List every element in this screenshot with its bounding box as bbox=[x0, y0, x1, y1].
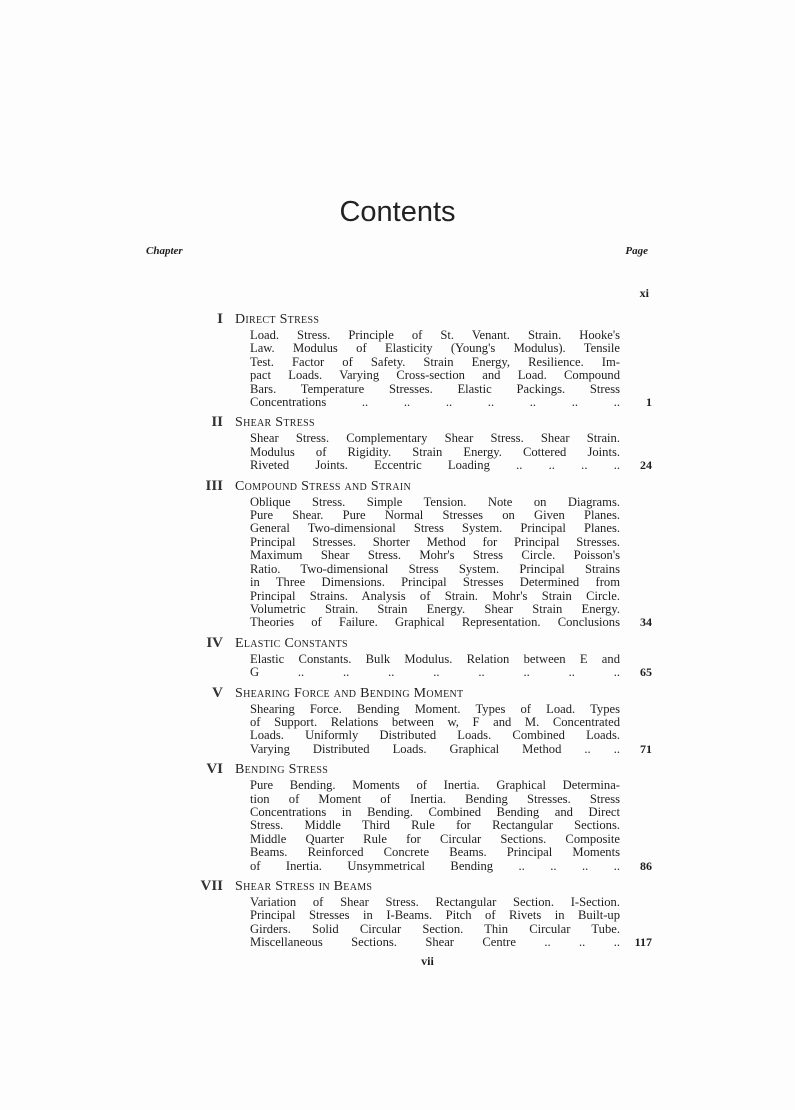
chapter-title: Bending Stress bbox=[235, 762, 329, 778]
topic-line: Pure Bending. Moments of Inertia. Graphical Determina- bbox=[250, 778, 620, 793]
toc-entry-7 bbox=[180, 877, 655, 950]
chapter-heading bbox=[180, 877, 655, 896]
topic-line: Principal Stresses. Shorter Method for Principal Stresses. bbox=[250, 534, 620, 549]
chapter-heading bbox=[180, 413, 655, 432]
chapter-numeral: IV bbox=[206, 634, 223, 651]
chapter-title: Shear Stress bbox=[235, 415, 315, 431]
chapter-page-number: 1 bbox=[646, 395, 652, 410]
chapter-topics bbox=[250, 779, 620, 873]
topic-line: of Support. Relations between w, F and M. Concentrated bbox=[250, 714, 620, 729]
chapter-topics bbox=[250, 432, 620, 472]
toc-entries bbox=[180, 310, 655, 950]
chapter-numeral: VII bbox=[200, 878, 223, 894]
toc-entry-2 bbox=[180, 413, 655, 472]
chapter-page-number: 86 bbox=[640, 858, 652, 873]
chapter-numeral: II bbox=[211, 414, 223, 431]
chapter-heading bbox=[180, 634, 655, 653]
topic-line: G .. .. .. .. .. .. .. .. bbox=[250, 665, 620, 680]
chapter-page-number: 65 bbox=[640, 665, 652, 680]
chapter-title: Direct Stress bbox=[235, 312, 320, 327]
topic-line: Modulus of Rigidity. Strain Energy. Cottered Joints. bbox=[250, 444, 620, 459]
topic-line: in Three Dimensions. Principal Stresses Determined from bbox=[250, 575, 620, 590]
toc-entry-4 bbox=[180, 634, 655, 680]
chapter-title: Compound Stress and Strain bbox=[235, 478, 411, 494]
chapter-numeral: VI bbox=[206, 761, 223, 778]
topic-line: pact Loads. Varying Cross-section and Load. Compound bbox=[250, 368, 620, 383]
chapter-heading bbox=[180, 760, 655, 779]
topic-line: Concentrations .. .. .. .. .. .. .. bbox=[250, 395, 620, 410]
topic-line: Stress. Middle Third Rule for Rectangular Sections. bbox=[250, 818, 620, 833]
toc-entry-3 bbox=[180, 477, 655, 630]
topic-line: Principal Stresses in I-Beams. Pitch of Rivets in Built-up bbox=[250, 908, 620, 923]
topic-line: Middle Quarter Rule for Circular Sections. Composite bbox=[250, 831, 620, 846]
topic-line: Ratio. Two-dimensional Stress System. Principal Strains bbox=[250, 561, 620, 576]
chapter-title: Shearing Force and Bending Moment bbox=[235, 685, 464, 701]
front-matter-page-number: xi bbox=[639, 286, 649, 300]
topic-line: Varying Distributed Loads. Graphical Method .. .. bbox=[250, 741, 620, 756]
chapter-title: Elastic Constants bbox=[235, 635, 348, 651]
topic-line: Principal Strains. Analysis of Strain. Mohr's Strain Circle. bbox=[250, 588, 620, 603]
chapter-topics bbox=[250, 703, 620, 757]
topic-line: Beams. Reinforced Concrete Beams. Principal Moments bbox=[250, 845, 620, 860]
topic-line: Law. Modulus of Elasticity (Young's Modulus). Tensile bbox=[250, 341, 620, 356]
chapter-heading bbox=[180, 310, 655, 329]
chapter-topics bbox=[250, 653, 620, 680]
chapter-column-header: Chapter bbox=[146, 245, 183, 257]
chapter-numeral: V bbox=[212, 684, 223, 701]
topic-line: tion of Moment of Inertia. Bending Stresses. Stress bbox=[250, 791, 620, 806]
chapter-numeral: III bbox=[205, 477, 223, 494]
chapter-topics bbox=[250, 329, 620, 409]
topic-line: Load. Stress. Principle of St. Venant. Strain. Hooke's bbox=[250, 328, 620, 342]
toc-entry-5 bbox=[180, 684, 655, 757]
topic-line: Maximum Shear Stress. Mohr's Stress Circle. Poisson's bbox=[250, 548, 620, 563]
table-of-contents bbox=[180, 310, 655, 968]
topic-line: Girders. Solid Circular Section. Thin Circular Tube. bbox=[250, 921, 620, 936]
topic-line: of Inertia. Unsymmetrical Bending .. .. .. .. bbox=[250, 858, 620, 873]
topic-line: Volumetric Strain. Strain Energy. Shear Strain Energy. bbox=[250, 601, 620, 616]
chapter-topics bbox=[250, 496, 620, 630]
topic-line: Loads. Uniformly Distributed Loads. Combined Loads. bbox=[250, 728, 620, 743]
page-title: Contents bbox=[339, 196, 456, 228]
chapter-page-number: 117 bbox=[634, 935, 652, 950]
chapter-numeral: I bbox=[217, 311, 223, 327]
topic-line: Test. Factor of Safety. Strain Energy, Resilience. Im- bbox=[250, 354, 620, 369]
toc-entry-1 bbox=[180, 310, 655, 409]
chapter-heading bbox=[180, 477, 655, 496]
topic-line: Theories of Failure. Graphical Representation. Conclusions bbox=[250, 615, 620, 630]
chapter-page-number: 24 bbox=[640, 458, 652, 473]
topic-line: Shear Stress. Complementary Shear Stress. Shear Strain. bbox=[250, 431, 620, 446]
page-column-header: Page bbox=[625, 245, 648, 257]
chapter-page-number: 34 bbox=[640, 615, 652, 630]
topic-line: Oblique Stress. Simple Tension. Note on Diagrams. bbox=[250, 494, 620, 509]
topic-line: Elastic Constants. Bulk Modulus. Relation between E and bbox=[250, 651, 620, 666]
chapter-page-number: 71 bbox=[640, 741, 652, 756]
topic-line: Variation of Shear Stress. Rectangular Section. I-Section. bbox=[250, 895, 620, 909]
chapter-title: Shear Stress in Beams bbox=[235, 879, 373, 894]
page-folio: vii bbox=[421, 953, 434, 968]
topic-line: Pure Shear. Pure Normal Stresses on Given Planes. bbox=[250, 508, 620, 523]
toc-entry-6 bbox=[180, 760, 655, 873]
topic-line: Miscellaneous Sections. Shear Centre .. .. .. bbox=[250, 935, 620, 950]
topic-line: Concentrations in Bending. Combined Bending and Direct bbox=[250, 804, 620, 819]
topic-line: General Two-dimensional Stress System. Principal Planes. bbox=[250, 521, 620, 536]
topic-line: Riveted Joints. Eccentric Loading .. .. .. .. bbox=[250, 458, 620, 473]
topic-line: Bars. Temperature Stresses. Elastic Packings. Stress bbox=[250, 381, 620, 396]
chapter-topics bbox=[250, 896, 620, 950]
chapter-heading bbox=[180, 684, 655, 703]
topic-line: Shearing Force. Bending Moment. Types of Load. Types bbox=[250, 701, 620, 716]
